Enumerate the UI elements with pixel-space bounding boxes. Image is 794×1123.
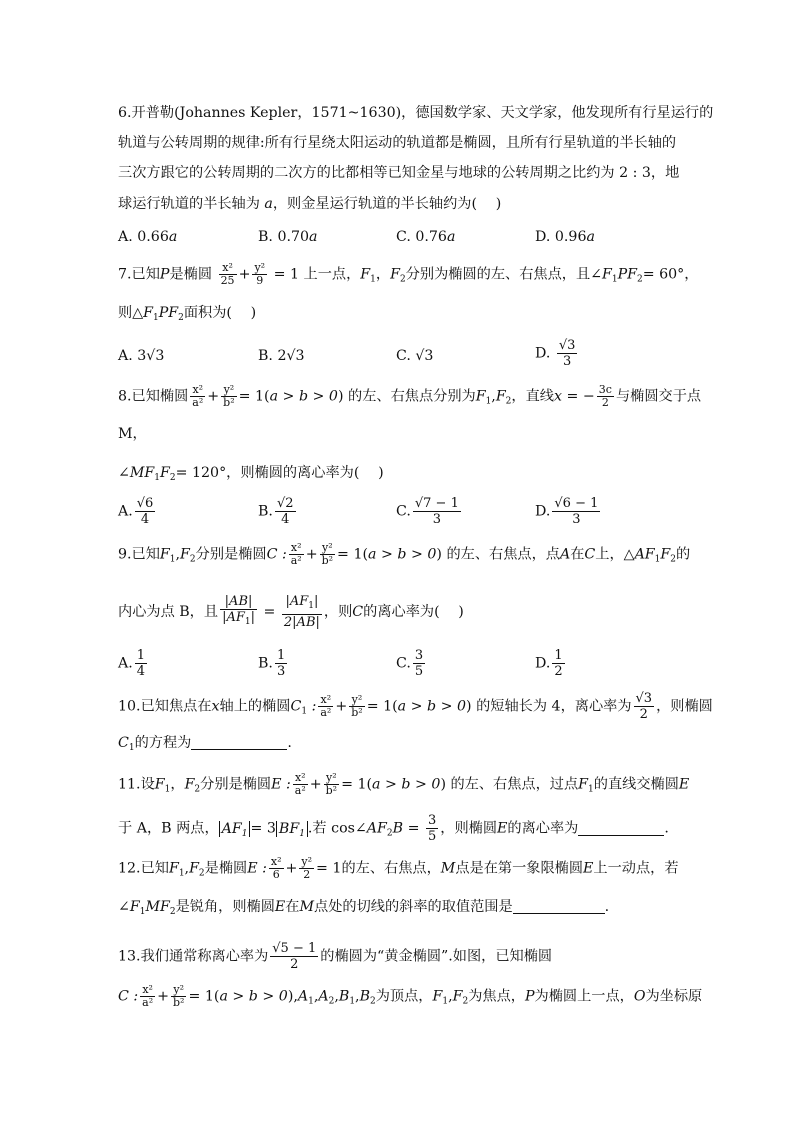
q10-line2: $C_1$的方程为 . — [118, 735, 292, 753]
q9-option-b: B. $\frac{1}{3}$ — [258, 648, 286, 679]
q9-option-c: C. $\frac{3}{5}$ — [396, 648, 424, 679]
q6-option-b: B. 0.70a — [258, 229, 318, 245]
q8-line3: $\angle MF_1F_2= 120^\circ$，则椭圆的离心率为( ) — [118, 465, 384, 483]
q6-option-a: A. 0.66a — [118, 229, 178, 245]
q9-option-d: D. $\frac{1}{2}$ — [535, 648, 563, 679]
q7-line2: 则$\triangle F_1PF_2$面积为( ) — [118, 305, 257, 323]
q12-line2: $\angle F_1MF_2$是锐角，则椭圆E在M点处的切线的斜率的取值范围是 . — [118, 899, 610, 917]
q6-line4: 球运行轨道的半长轴为 a，则金星运行轨道的半长轴约为( ) — [118, 196, 502, 212]
q12-line1: 12.已知$F_1,F_2$是椭圆E : $\frac{\text{x²}}{6}$ + $\frac{\text{y²}}{2}$ = 1的左、右焦点，M点是在第一象限椭圆E上一动点，若 — [118, 855, 679, 881]
q13-line2: C : $\frac{\text{x²}}{\text{a²}}$ + $\frac{\text{y²}}{\text{b²}}$ = $1(a > b > 0),A_1,A_2,B_1,B_2$为顶点，$F_1,F_2$为焦点，P为椭圆上一点，O为坐标原 — [118, 983, 703, 1009]
q6-line1: 6.开普勒(Johannes Kepler，1571~1630)，德国数学家、天文学家，他发现所有行星运行的 — [118, 105, 714, 121]
q8-line2: M， — [118, 426, 147, 442]
q11-line1: 11.设$F_1$，$F_2$分别是椭圆E : $\frac{\text{x²}}{\text{a²}}$ + $\frac{\text{y²}}{\text{b²}}$ = 1(a > b > 0) 的左、右焦点，过点$F_1$的直线交椭圆E — [118, 771, 690, 797]
q8-option-d: D. $\frac{√6 - 1}{3}$ — [535, 496, 599, 527]
q8-option-a: A. $\frac{√6}{4}$ — [118, 496, 154, 527]
q13-line1: 13.我们通常称离心率为 $\frac{√5 - 1}{2}$ 的椭圆为“黄金椭圆”.如图，已知椭圆 — [118, 941, 553, 972]
q8-option-b: B. $\frac{√2}{4}$ — [258, 496, 294, 527]
q11-line2: 于 A，B 两点， $AF_1 = 3$ $BF_1$ .若 $\cos\angle AF_2B$ = $\frac{3}{5}$ ，则椭圆E的离心率为 . — [118, 813, 669, 844]
q8-option-c: C. $\frac{√7 - 1}{3}$ — [396, 496, 459, 527]
q7-line1: 7.已知P是椭圆 $\frac{\text{x²}}{25}$ + $\frac{\text{y²}}{9}$ = 1 上一点，$F_1$，$F_2$分别为椭圆的左、右焦点，且$\angle F_1PF_2= 60^\circ$， — [118, 261, 699, 287]
q9-option-a: A. $\frac{1}{4}$ — [118, 648, 146, 679]
q6-option-c: C. 0.76a — [396, 229, 456, 245]
q6-line2: 轨道与公转周期的规律:所有行星绕太阳运动的轨道都是椭圆，且所有行星轨道的半长轴的 — [118, 135, 677, 151]
q9-line2: 内心为点 B，且 $\frac{|AB|}{|AF_1|}$ = $\frac{|AF_1|}{2|AB|}$ ，则C的离心率为( ) — [118, 594, 464, 630]
q7-option-b: B. 2√3 — [258, 348, 305, 364]
q7-option-d: D. $\frac{√3}{3}$ — [535, 338, 576, 369]
q10-line1: 10.已知焦点在x轴上的椭圆$C_1$ : $\frac{\text{x²}}{\text{a²}}$ + $\frac{\text{y²}}{\text{b²}}$ = 1(a > b > 0) 的短轴长为 4，离心率为 $\frac{√3}{2}$ ，则椭圆 — [118, 691, 713, 722]
q8-line1: 8.已知椭圆 $\frac{\text{x²}}{\text{a²}}$ + $\frac{\text{y²}}{\text{b²}}$ = 1(a > b > 0) 的左、右焦点分别为$F_1,F_2$，直线x = − $\frac{3c}{2}$ 与椭圆交于点 — [118, 383, 702, 409]
q7-option-a: A. 3√3 — [118, 348, 165, 364]
q7-option-c: C. √3 — [396, 348, 434, 364]
q6-line3: 三次方跟它的公转周期的二次方的比都相等已知金星与地球的公转周期之比约为 2 : 3，地 — [118, 165, 680, 181]
q6-option-d: D. 0.96a — [535, 229, 595, 245]
q9-line1: 9.已知$F_1,F_2$分别是椭圆C : $\frac{\text{x²}}{\text{a²}}$ + $\frac{\text{y²}}{\text{b²}}$ = 1(a > b > 0) 的左、右焦点，点A在C上，$\triangle AF_1F_2$的 — [118, 541, 691, 567]
